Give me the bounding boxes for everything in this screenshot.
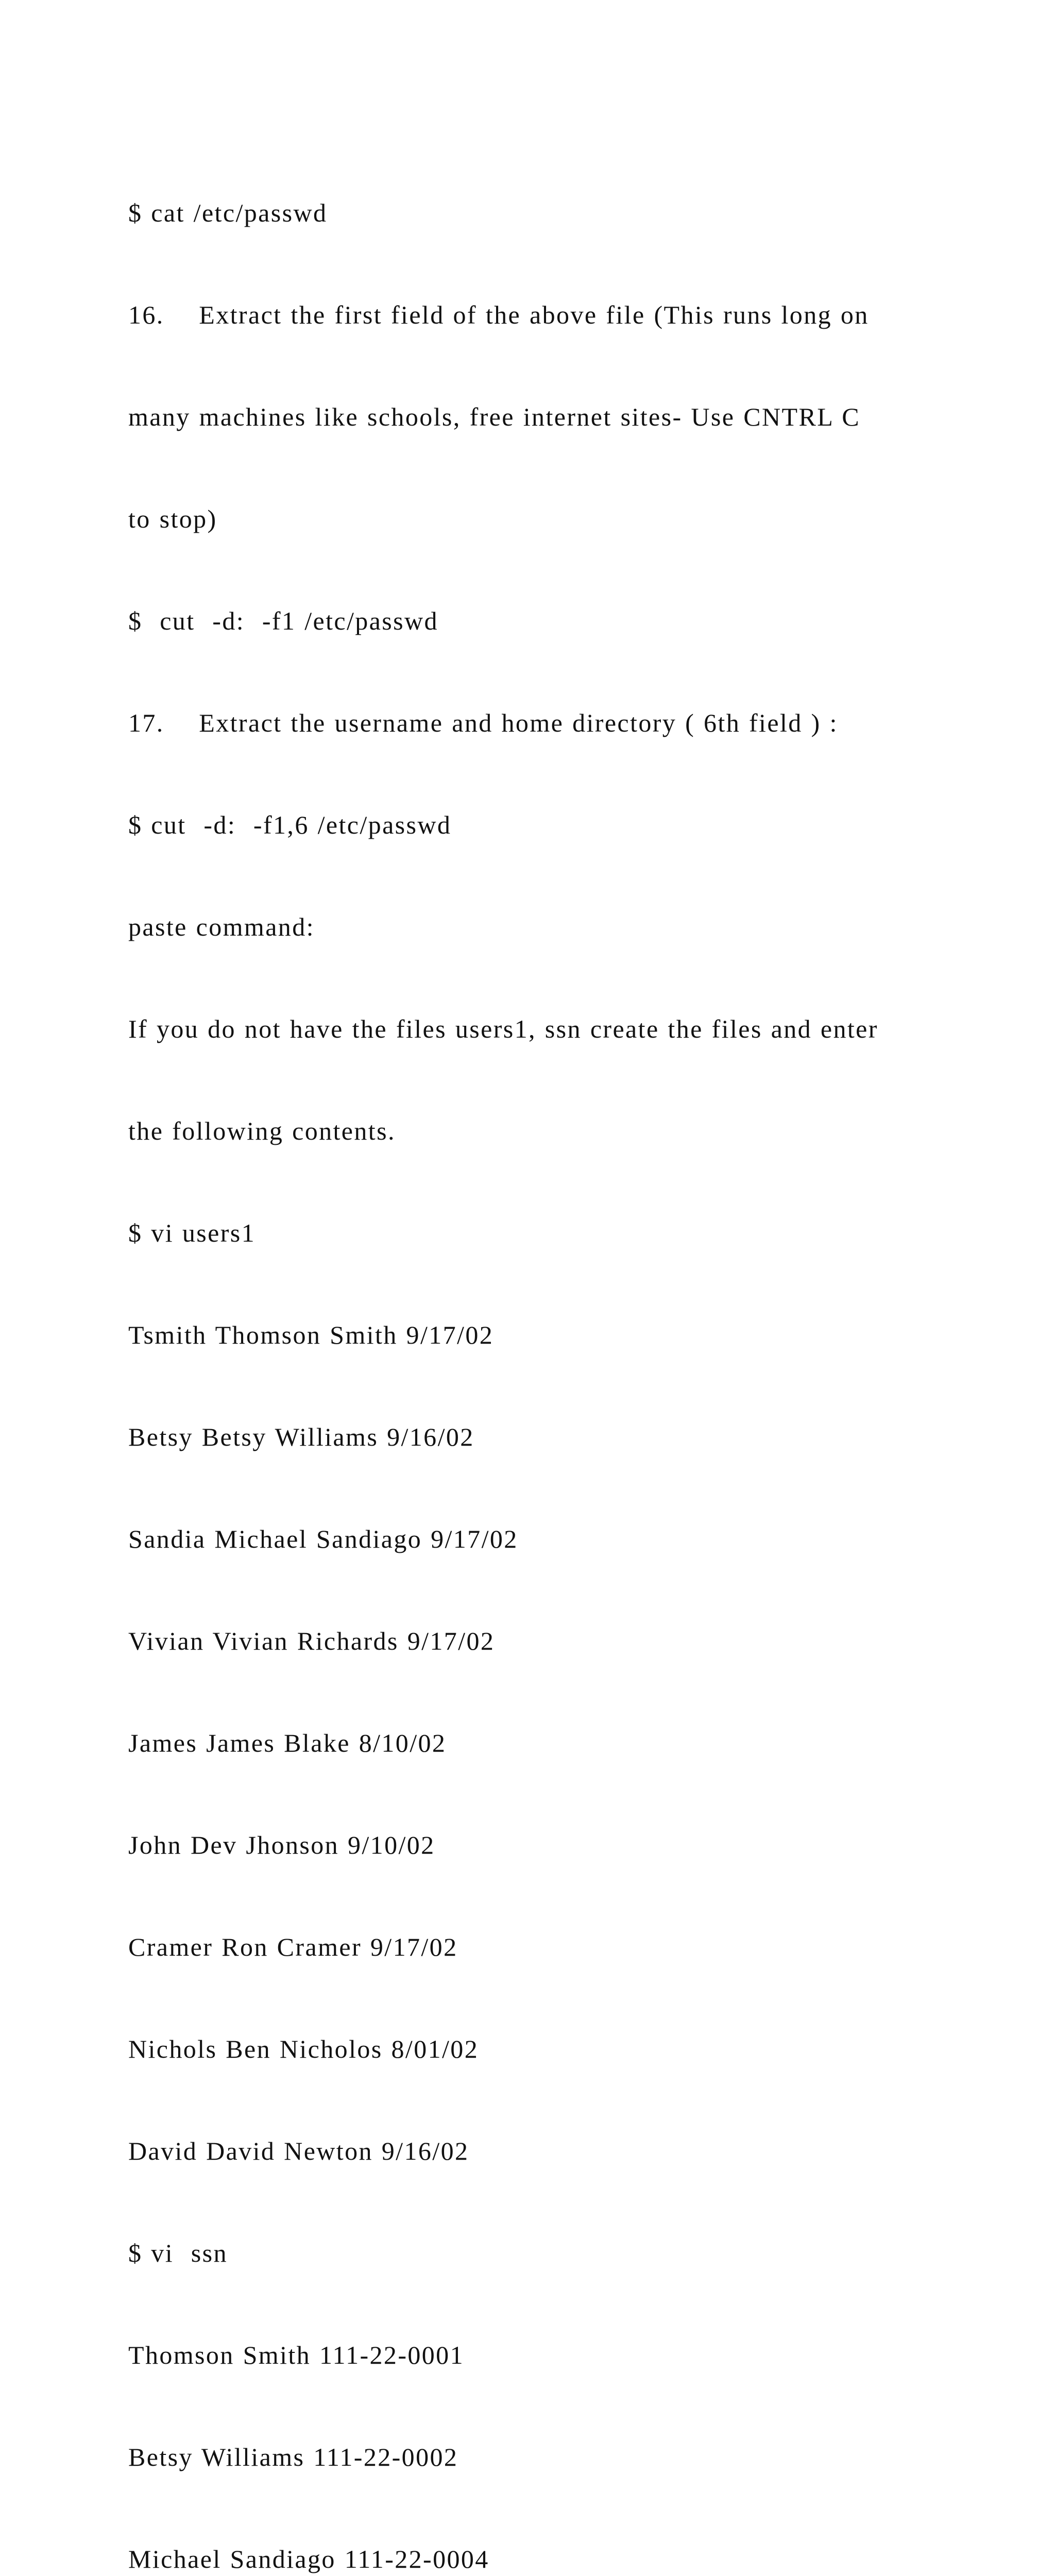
instruction-line: 16. Extract the first field of the above file (This runs long on	[128, 300, 869, 329]
file-content-line: Nichols Ben Nicholos 8/01/02	[128, 2035, 479, 2063]
command-line: $ vi ssn	[128, 2239, 228, 2267]
file-content-line: Sandia Michael Sandiago 9/17/02	[128, 1524, 518, 1553]
file-content-line: Thomson Smith 111-22-0001	[128, 2341, 464, 2369]
file-content-line: Cramer Ron Cramer 9/17/02	[128, 1933, 458, 1961]
file-content-line: John Dev Jhonson 9/10/02	[128, 1831, 435, 1859]
file-content-line: Vivian Vivian Richards 9/17/02	[128, 1626, 495, 1655]
command-line: $ cat /etc/passwd	[128, 198, 328, 227]
file-content-line: Tsmith Thomson Smith 9/17/02	[128, 1320, 494, 1349]
instruction-line: to stop)	[128, 504, 217, 533]
section-heading: paste command:	[128, 912, 315, 941]
command-line: $ vi users1	[128, 1218, 256, 1247]
instruction-line: many machines like schools, free internet sites- Use CNTRL C	[128, 402, 860, 431]
file-content-line: Michael Sandiago 111-22-0004	[128, 2545, 489, 2573]
instruction-line: the following contents.	[128, 1116, 396, 1145]
file-content-line: James James Blake 8/10/02	[128, 1728, 447, 1757]
file-content-line: David David Newton 9/16/02	[128, 2137, 469, 2165]
file-content-line: Betsy Betsy Williams 9/16/02	[128, 1422, 474, 1451]
command-line: $ cut -d: -f1,6 /etc/passwd	[128, 810, 452, 839]
instruction-line: 17. Extract the username and home directory ( 6th field ) :	[128, 708, 838, 737]
document-text	[128, 128, 932, 2576]
instruction-line: If you do not have the files users1, ssn create the files and enter	[128, 1014, 878, 1043]
file-content-line: Betsy Williams 111-22-0002	[128, 2443, 458, 2471]
command-line: $ cut -d: -f1 /etc/passwd	[128, 606, 438, 635]
